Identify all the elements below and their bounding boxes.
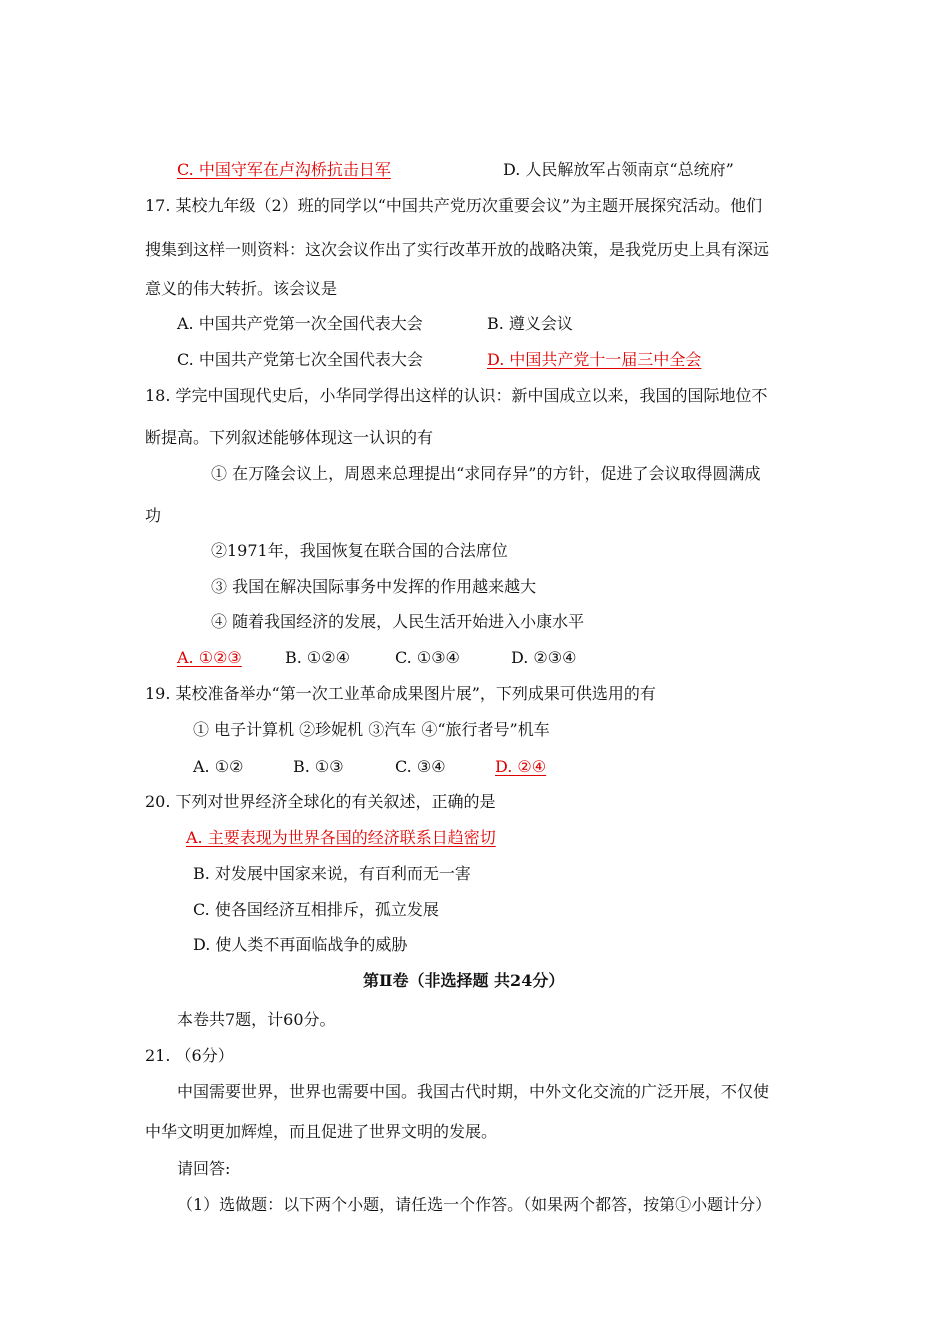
q17-stem-line-3: 意义的伟大转折。该会议是 [145, 279, 338, 298]
q20-option-d: D. 使人类不再面临战争的威胁 [193, 935, 408, 954]
q16-option-c: C. 中国守军在卢沟桥抗击日军 [177, 160, 391, 179]
q18-option-a: A. ①②③ [177, 648, 242, 667]
q18-item-2: ②1971年，我国恢复在联合国的合法席位 [211, 541, 508, 560]
section-2-title: 第Ⅱ卷（非选择题 共24分） [363, 971, 565, 990]
q17-option-a: A. 中国共产党第一次全国代表大会 [177, 314, 423, 333]
q20-stem: 20. 下列对世界经济全球化的有关叙述，正确的是 [145, 792, 496, 811]
q21-paragraph-line-2: 中华文明更加辉煌，而且促进了世界文明的发展。 [145, 1122, 498, 1141]
q16-option-d: D. 人民解放军占领南京“总统府” [503, 160, 734, 179]
q21-header: 21. （6分） [145, 1046, 234, 1065]
q20-option-a: A. 主要表现为世界各国的经济联系日趋密切 [186, 828, 496, 847]
q21-paragraph-line-1: 中国需要世界，世界也需要中国。我国古代时期，中外文化交流的广泛开展，不仅使 [177, 1082, 770, 1101]
q19-option-a: A. ①② [193, 757, 244, 776]
q19-option-d: D. ②④ [495, 757, 547, 776]
q18-stem-line-2: 断提高。下列叙述能够体现这一认识的有 [145, 428, 434, 447]
q20-option-c: C. 使各国经济互相排斥，孤立发展 [193, 900, 439, 919]
q18-option-d: D. ②③④ [511, 648, 577, 667]
q17-option-b: B. 遵义会议 [487, 314, 573, 333]
q18-item-1: ① 在万隆会议上，周恩来总理提出“求同存异”的方针，促进了会议取得圆满成 [211, 464, 761, 483]
section-2-note: 本卷共7题，计60分。 [177, 1010, 336, 1029]
q18-item-3: ③ 我国在解决国际事务中发挥的作用越来越大 [211, 577, 537, 596]
q19-stem: 19. 某校准备举办“第一次工业革命成果图片展”，下列成果可供选用的有 [145, 684, 656, 703]
q17-option-d: D. 中国共产党十一届三中全会 [487, 350, 702, 369]
q18-stem-line-1: 18. 学完中国现代史后，小华同学得出这样的认识：新中国成立以来，我国的国际地位不 [145, 386, 768, 405]
q18-option-c: C. ①③④ [395, 648, 460, 667]
q19-items: ① 电子计算机 ②珍妮机 ③汽车 ④“旅行者号”机车 [193, 720, 550, 739]
q18-item-4: ④ 随着我国经济的发展，人民生活开始进入小康水平 [211, 612, 585, 631]
q21-prompt: 请回答: [177, 1159, 231, 1178]
q21-subquestion-1: （1）选做题：以下两个小题，请任选一个作答。（如果两个都答，按第①小题计分） [177, 1195, 772, 1214]
q17-stem-line-1: 17. 某校九年级（2）班的同学以“中国共产党历次重要会议”为主题开展探究活动。他们 [145, 196, 763, 215]
q18-option-b: B. ①②④ [285, 648, 350, 667]
q17-option-c: C. 中国共产党第七次全国代表大会 [177, 350, 423, 369]
q19-option-b: B. ①③ [293, 757, 344, 776]
q17-stem-line-2: 搜集到这样一则资料：这次会议作出了实行改革开放的战略决策，是我党历史上具有深远 [145, 240, 770, 259]
q18-item-1-continued: 功 [145, 506, 162, 525]
q19-option-c: C. ③④ [395, 757, 446, 776]
q20-option-b: B. 对发展中国家来说，有百利而无一害 [193, 864, 471, 883]
